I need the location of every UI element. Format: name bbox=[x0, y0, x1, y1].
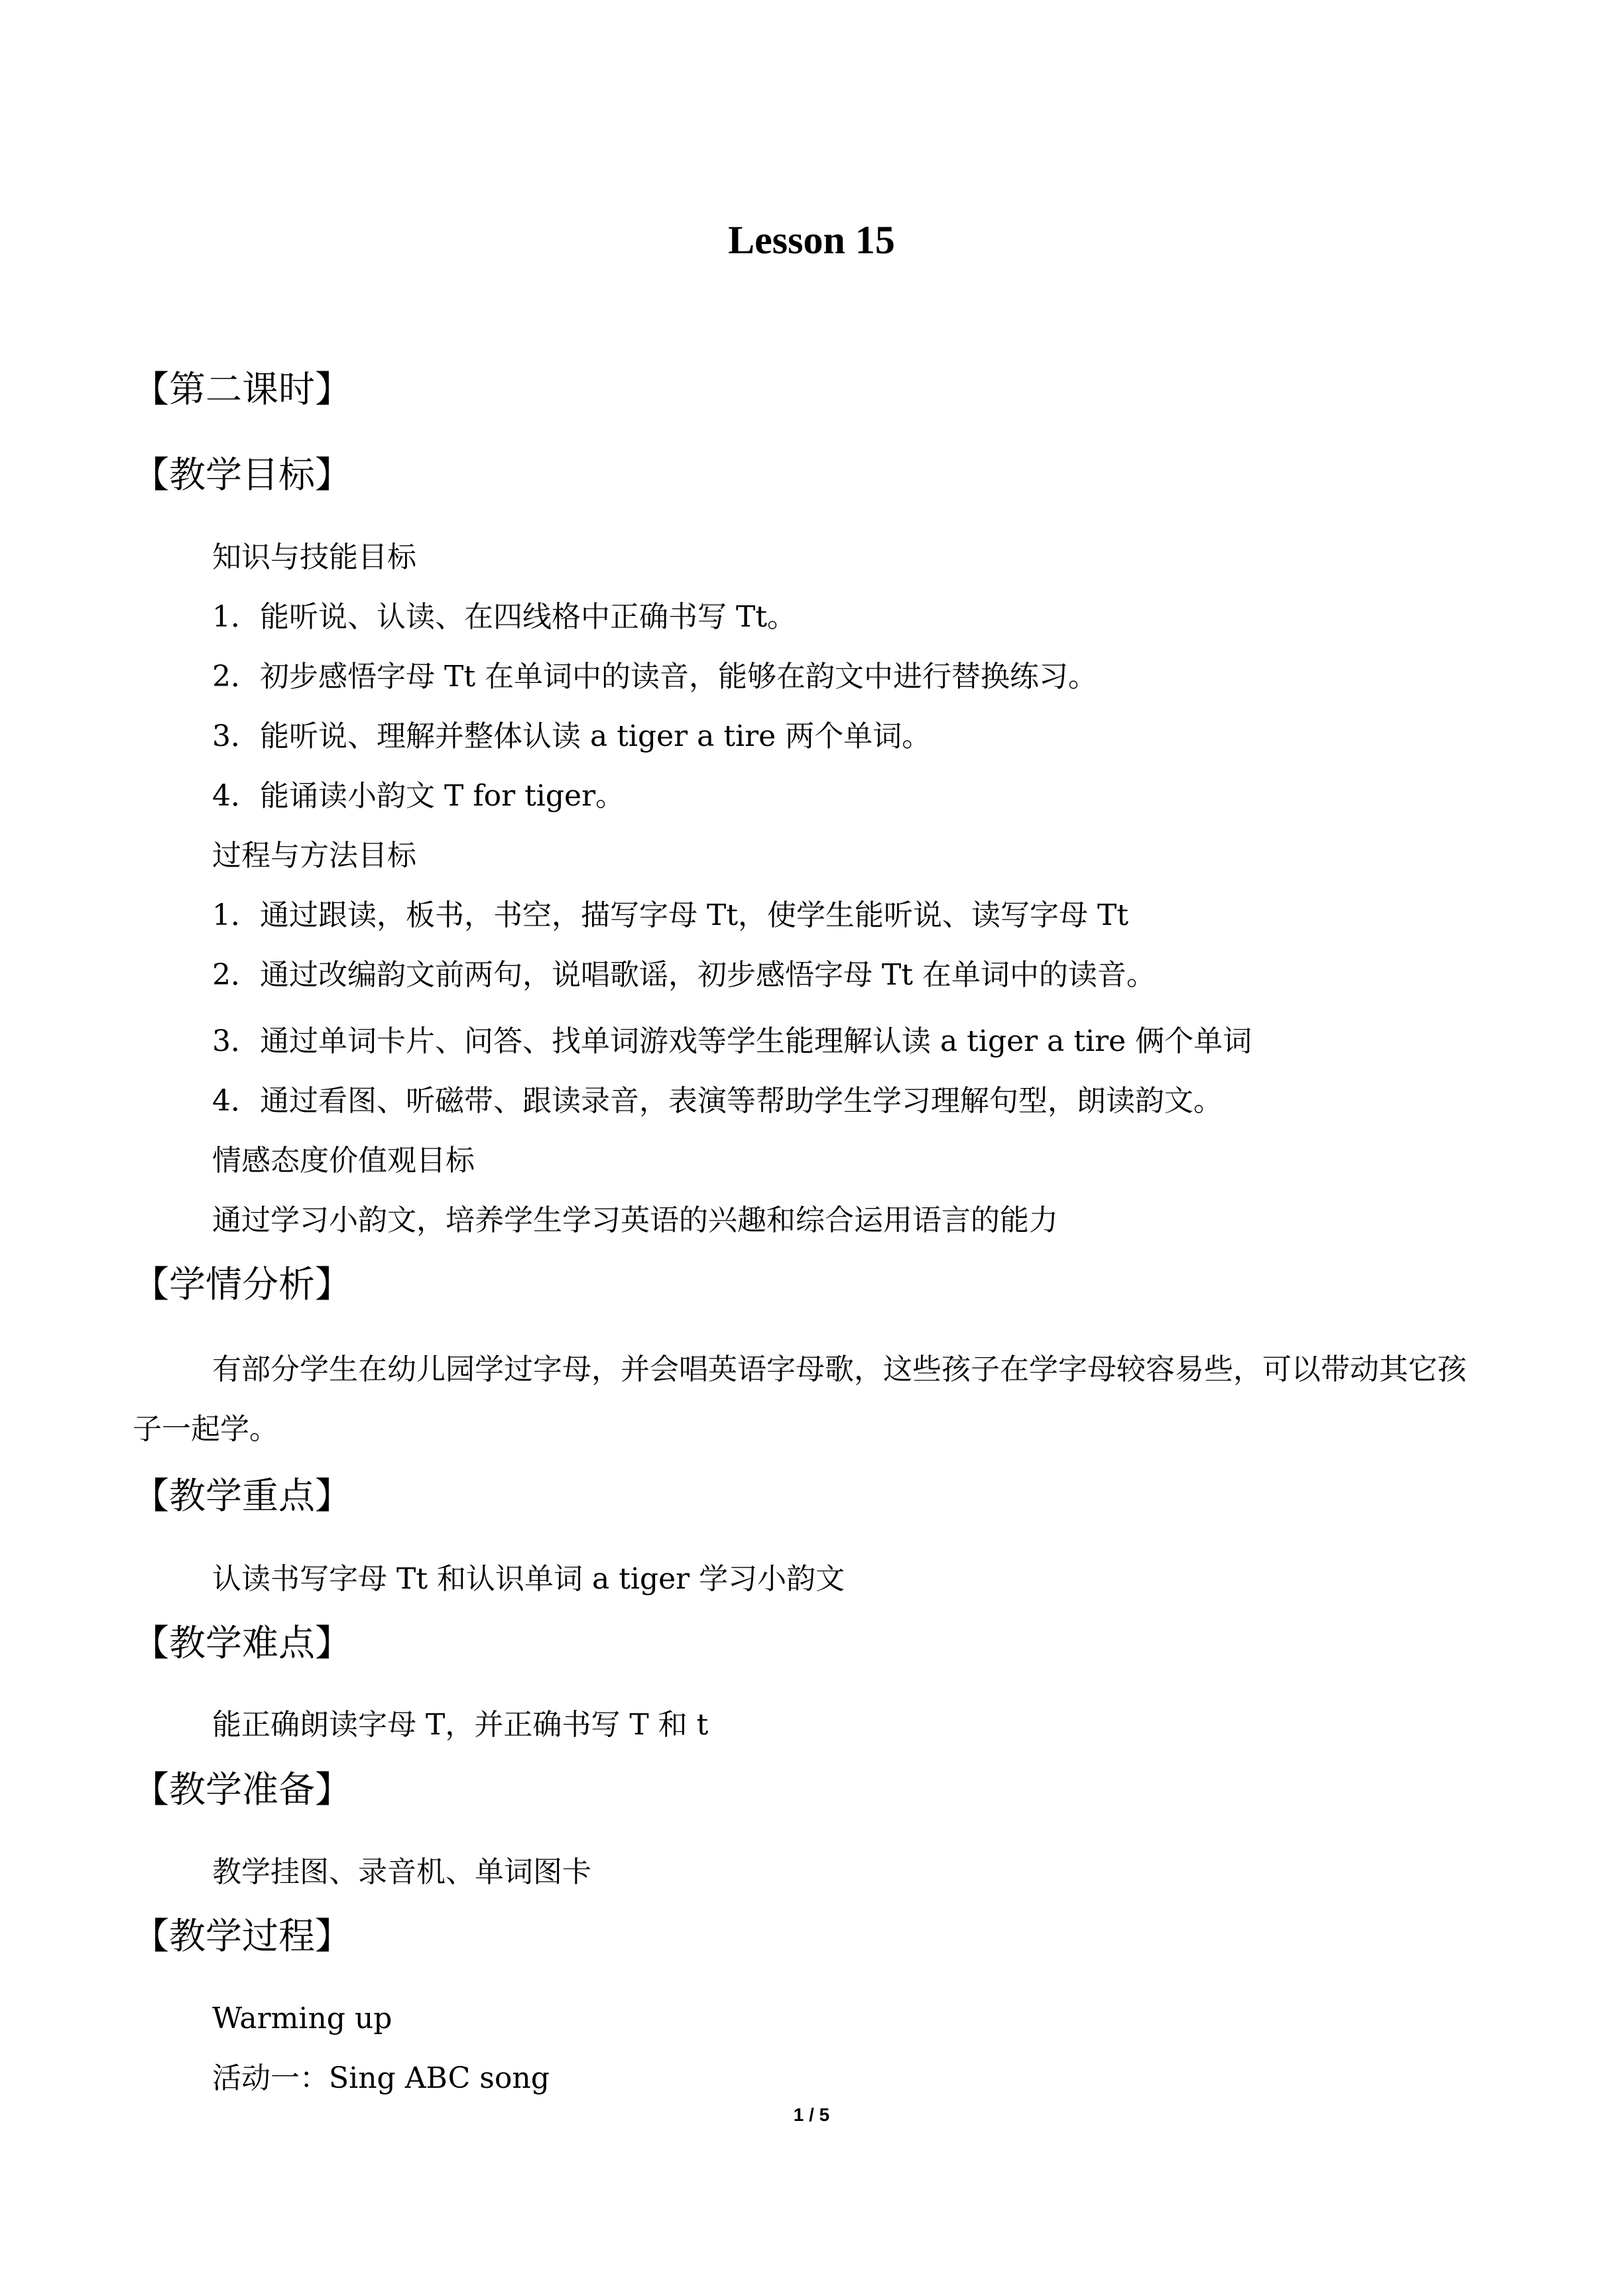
process-item-4: 4．通过看图、听磁带、跟读录音，表演等帮助学生学习理解句型，朗读韵文。 bbox=[212, 1084, 1223, 1118]
period-heading: 【第二课时】 bbox=[133, 368, 352, 410]
knowledge-item-4: 4．能诵读小韵文 T for tiger。 bbox=[212, 779, 625, 813]
lesson-title: Lesson 15 bbox=[728, 218, 895, 262]
analysis-text: 有部分学生在幼儿园学过字母，并会唱英语字母歌，这些孩子在学字母较容易些，可以带动其它孩子一起学。 bbox=[133, 1353, 1467, 1446]
key-points-heading: 【教学重点】 bbox=[133, 1475, 352, 1517]
page-number: 1 / 5 bbox=[793, 2104, 830, 2125]
knowledge-item-2: 2．初步感悟字母 Tt 在单词中的读音，能够在韵文中进行替换练习。 bbox=[212, 660, 1097, 694]
difficulties-heading: 【教学难点】 bbox=[133, 1622, 352, 1664]
process-item-3: 3．通过单词卡片、问答、找单词游戏等学生能理解认读 a tiger a tire 俩个单词 bbox=[212, 1024, 1252, 1058]
warmup-text: Warming up bbox=[212, 2002, 392, 2035]
preparation-heading: 【教学准备】 bbox=[133, 1768, 352, 1811]
process-item-1: 1．通过跟读，板书，书空，描写字母 Tt，使学生能听说、读写字母 Tt bbox=[212, 898, 1129, 932]
analysis-heading: 【学情分析】 bbox=[133, 1263, 352, 1305]
emotion-title: 情感态度价值观目标 bbox=[212, 1144, 475, 1178]
difficulties-text: 能正确朗读字母 T，并正确书写 T 和 t bbox=[212, 1708, 709, 1742]
emotion-text: 通过学习小韵文，培养学生学习英语的兴趣和综合运用语言的能力 bbox=[212, 1203, 1058, 1237]
activity-1-text: 活动一：Sing ABC song bbox=[212, 2061, 550, 2095]
key-points-text: 认读书写字母 Tt 和认识单词 a tiger 学习小韵文 bbox=[212, 1562, 845, 1596]
process-item-2: 2．通过改编韵文前两句，说唱歌谣，初步感悟字母 Tt 在单词中的读音。 bbox=[212, 958, 1156, 992]
knowledge-title: 知识与技能目标 bbox=[212, 540, 416, 574]
preparation-text: 教学挂图、录音机、单词图卡 bbox=[212, 1855, 591, 1889]
knowledge-item-1: 1．能听说、认读、在四线格中正确书写 Tt。 bbox=[212, 600, 797, 634]
procedure-heading: 【教学过程】 bbox=[133, 1915, 352, 1957]
knowledge-item-3: 3．能听说、理解并整体认读 a tiger a tire 两个单词。 bbox=[212, 719, 932, 753]
process-title: 过程与方法目标 bbox=[212, 839, 416, 873]
objectives-heading: 【教学目标】 bbox=[133, 453, 352, 496]
